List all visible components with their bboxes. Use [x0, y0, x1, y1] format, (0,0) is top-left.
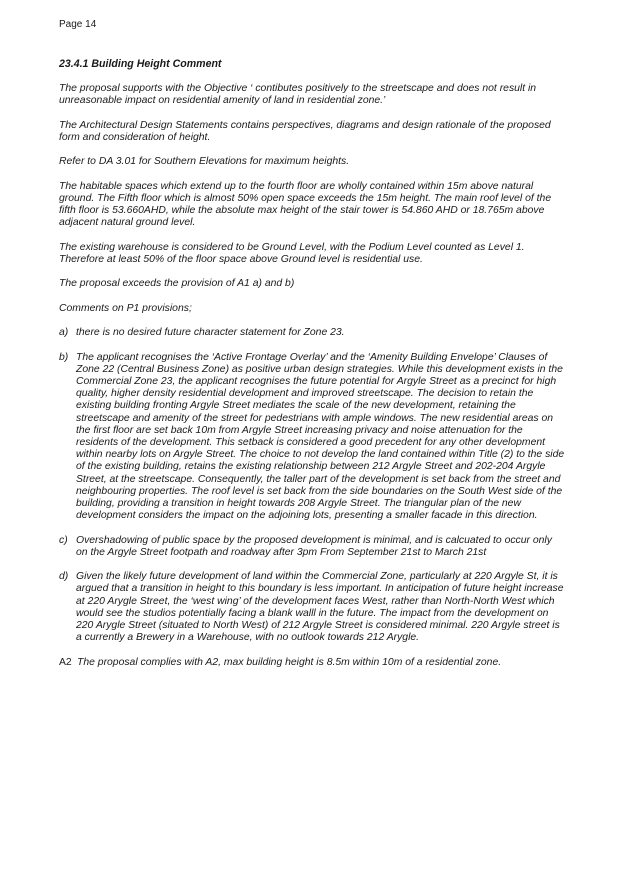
list-marker: b) [59, 351, 69, 363]
page-number: Page 14 [59, 19, 97, 30]
list-item-b [59, 352, 565, 523]
paragraph-habitable-spaces: The habitable spaces which extend up to the fourth floor are wholly contained within 15m above natural ground. The Fifth floor which is almost 50% open space exceeds the 15m height. The main roof level of the fifth floor is 53.660AHD, while the absolute max height of the stair tower is 54.860 AHD or 18.765m above adjacent natural ground level. [59, 180, 552, 229]
provision-marker: A2 [59, 656, 72, 668]
paragraph-objective: The proposal supports with the Objective ‘ contibutes positively to the streetscape and does not result in unreasonable impact on residential amenity of land in residential zone.’ [59, 83, 537, 107]
list-text: The applicant recognises the ‘Active Frontage Overlay’ and the ‘Amenity Building Envelope’ Clauses of Zone 22 (Central Business Zone) as positive urban design strategies. While this development exists in the Commercial Zone 23, the applicant recognises the future potential for Argyle Street as a precinct for high quality, higher density residential development and improved streetscape. The decision to retain the existing building fronting Argyle Street mediates the scale of the new development, retaining the streetscape and amenity of the street for pedestrians with ample windows. The new residential areas on the first floor are set back 10m from Argyle Street increasing privacy and noise attenuation for the residents of the development. This setback is considered a good precedent for any other development within nearby lots on Argyle Street. The choice to not develop the land contained within Title (2) to the side of the existing building, retains the existing relationship between 212 Argyle Street and 202-204 Argyle Street, at the streetscape. Consequently, the taller part of the development is set back from the street and neighbouring properties. The roof level is set back from the side boundaries on the South West side of the building, providing a transition in height towards 208 Argyle Street. The triangular plan of the new development considers the impact on the adjoining lots, presenting a smaller facade in this direction. [76, 351, 565, 522]
provision-a2 [59, 657, 565, 669]
list-item-a [59, 327, 565, 339]
paragraph-refer-elevations: Refer to DA 3.01 for Southern Elevations for maximum heights. [59, 156, 350, 168]
list-marker: d) [59, 571, 69, 583]
paragraph-comments-p1: Comments on P1 provisions; [59, 302, 192, 314]
list-text: there is no desired future character statement for Zone 23. [76, 327, 345, 339]
section-heading: 23.4.1 Building Height Comment [59, 58, 222, 70]
list-marker: c) [59, 534, 68, 546]
list-item-c [59, 535, 565, 559]
list-item-d [59, 571, 565, 644]
paragraph-design-statements: The Architectural Design Statements contains perspectives, diagrams and design rationale of the proposed form and consideration of height. [59, 119, 551, 143]
page-content [59, 58, 565, 669]
provision-text: The proposal complies with A2, max building height is 8.5m within 10m of a residential zone. [77, 656, 502, 668]
list-text: Given the likely future development of land within the Commercial Zone, particularly at 220 Argyle St, it is argued that a transition in height to this boundary is less important. In anticipation of future height increase at 220 Arygle Street, the ‘west wing’ of the development faces West, rather than North-North West which would see the studios potentially facing a blank walll in the future. The impact from the development on 220 Arygle Street (situated to North West) of 212 Argyle Street is considered minimal. 220 Argyle street is a currently a Brewery in a Warehouse, with no outlook towards 212 Arygle. [76, 571, 564, 644]
paragraph-exceeds-provision: The proposal exceeds the provision of A1 a) and b) [59, 278, 295, 290]
paragraph-existing-warehouse: The existing warehouse is considered to be Ground Level, with the Podium Level counted as Level 1. Therefore at least 50% of the floor space above Ground level is residential use. [59, 241, 525, 265]
list-marker: a) [59, 327, 69, 339]
list-text: Overshadowing of public space by the proposed development is minimal, and is calcuated to occur only on the Argyle Street footpath and roadway after 3pm From September 21st to March 21st [76, 534, 552, 558]
